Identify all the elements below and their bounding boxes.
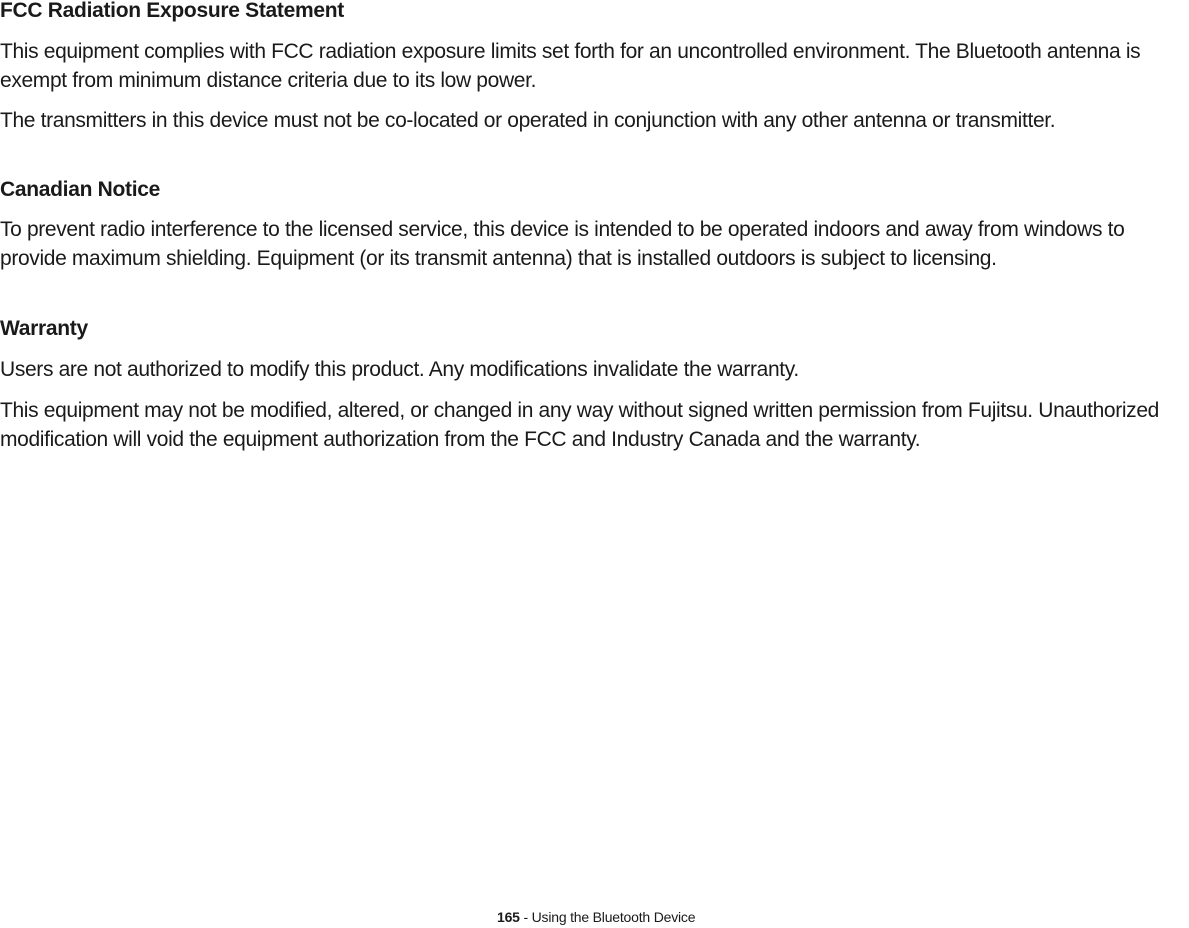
heading-fcc-radiation-exposure: FCC Radiation Exposure Statement	[0, 0, 344, 22]
heading-canadian-notice: Canadian Notice	[0, 178, 161, 201]
footer-separator: -	[519, 909, 532, 925]
heading-warranty: Warranty	[0, 317, 88, 340]
paragraph-fcc-colocation: The transmitters in this device must not be co-located or operated in conjunction with any other antenna or transmitter.	[0, 109, 1056, 132]
paragraph-warranty-authorization: This equipment may not be modified, altered, or changed in any way without signed written permission from Fujitsu. Unauthorized modification will void the equipment authorization from the FCC and Industry Canada and the warranty.	[0, 399, 1159, 451]
paragraph-canadian-interference: To prevent radio interference to the licensed service, this device is intended to be operated indoors and away from windows to provide maximum shielding. Equipment (or its transmit antenna) that is installed outdoors is subject to licensing.	[0, 218, 1125, 270]
paragraph-fcc-compliance: This equipment complies with FCC radiation exposure limits set forth for an uncontrolled environment. The Bluetooth antenna is exempt from minimum distance criteria due to its low power.	[0, 40, 1141, 92]
page-number: 165	[497, 909, 520, 925]
paragraph-warranty-modification: Users are not authorized to modify this product. Any modifications invalidate the warranty.	[0, 358, 799, 381]
footer-section-title: Using the Bluetooth Device	[531, 909, 696, 925]
footer-line	[497, 906, 695, 928]
